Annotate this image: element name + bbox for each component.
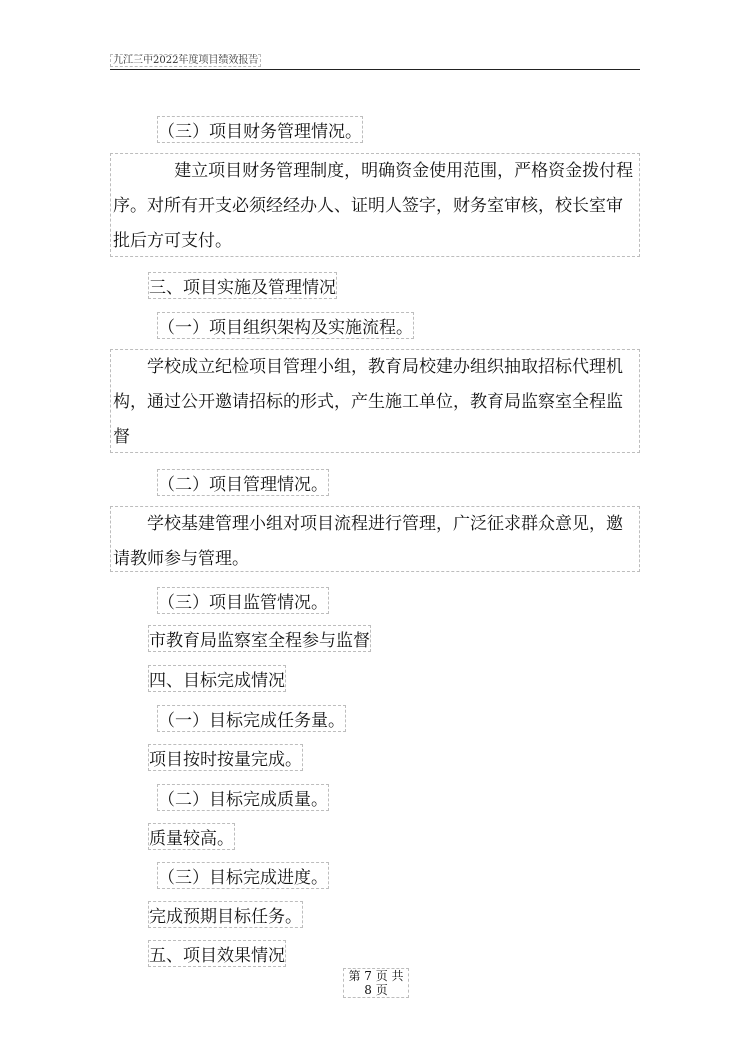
section-heading: 四、目标完成情况	[148, 665, 286, 692]
subsection-heading: （三）目标完成进度。	[157, 862, 329, 889]
subsection-heading: （二）项目管理情况。	[157, 469, 329, 496]
section-heading: 五、项目效果情况	[148, 940, 286, 967]
subsection-heading: （二）目标完成质量。	[157, 784, 329, 811]
paragraph: 建立项目财务管理制度，明确资金使用范围，严格资金拨付程序。对所有开支必须经经办人、证明人签字，财务室审核，校长室审批后方可支付。	[110, 153, 640, 257]
subsection-heading: （一）项目组织架构及实施流程。	[157, 312, 414, 339]
paragraph: 质量较高。	[148, 823, 235, 850]
page-number-line1: 第 7 页 共	[348, 969, 404, 983]
section-heading: 三、项目实施及管理情况	[148, 272, 337, 299]
paragraph: 学校成立纪检项目管理小组，教育局校建办组织抽取招标代理机构，通过公开邀请招标的形式，产生施工单位，教育局监察室全程监督	[110, 349, 640, 453]
subsection-heading: （三）项目监管情况。	[157, 587, 329, 614]
paragraph: 完成预期目标任务。	[148, 901, 303, 928]
paragraph: 项目按时按量完成。	[148, 744, 303, 771]
paragraph: 学校基建管理小组对项目流程进行管理，广泛征求群众意见，邀请教师参与管理。	[110, 506, 640, 572]
subsection-heading: （一）目标完成任务量。	[157, 705, 346, 732]
page-number-line2: 8 页	[364, 983, 388, 997]
subsection-heading: （三）项目财务管理情况。	[157, 116, 363, 143]
paragraph: 市教育局监察室全程参与监督	[148, 625, 371, 652]
header-title: 九江三中2022年度项目绩效报告	[110, 54, 261, 67]
page-header	[110, 53, 640, 70]
page-footer	[343, 968, 409, 998]
